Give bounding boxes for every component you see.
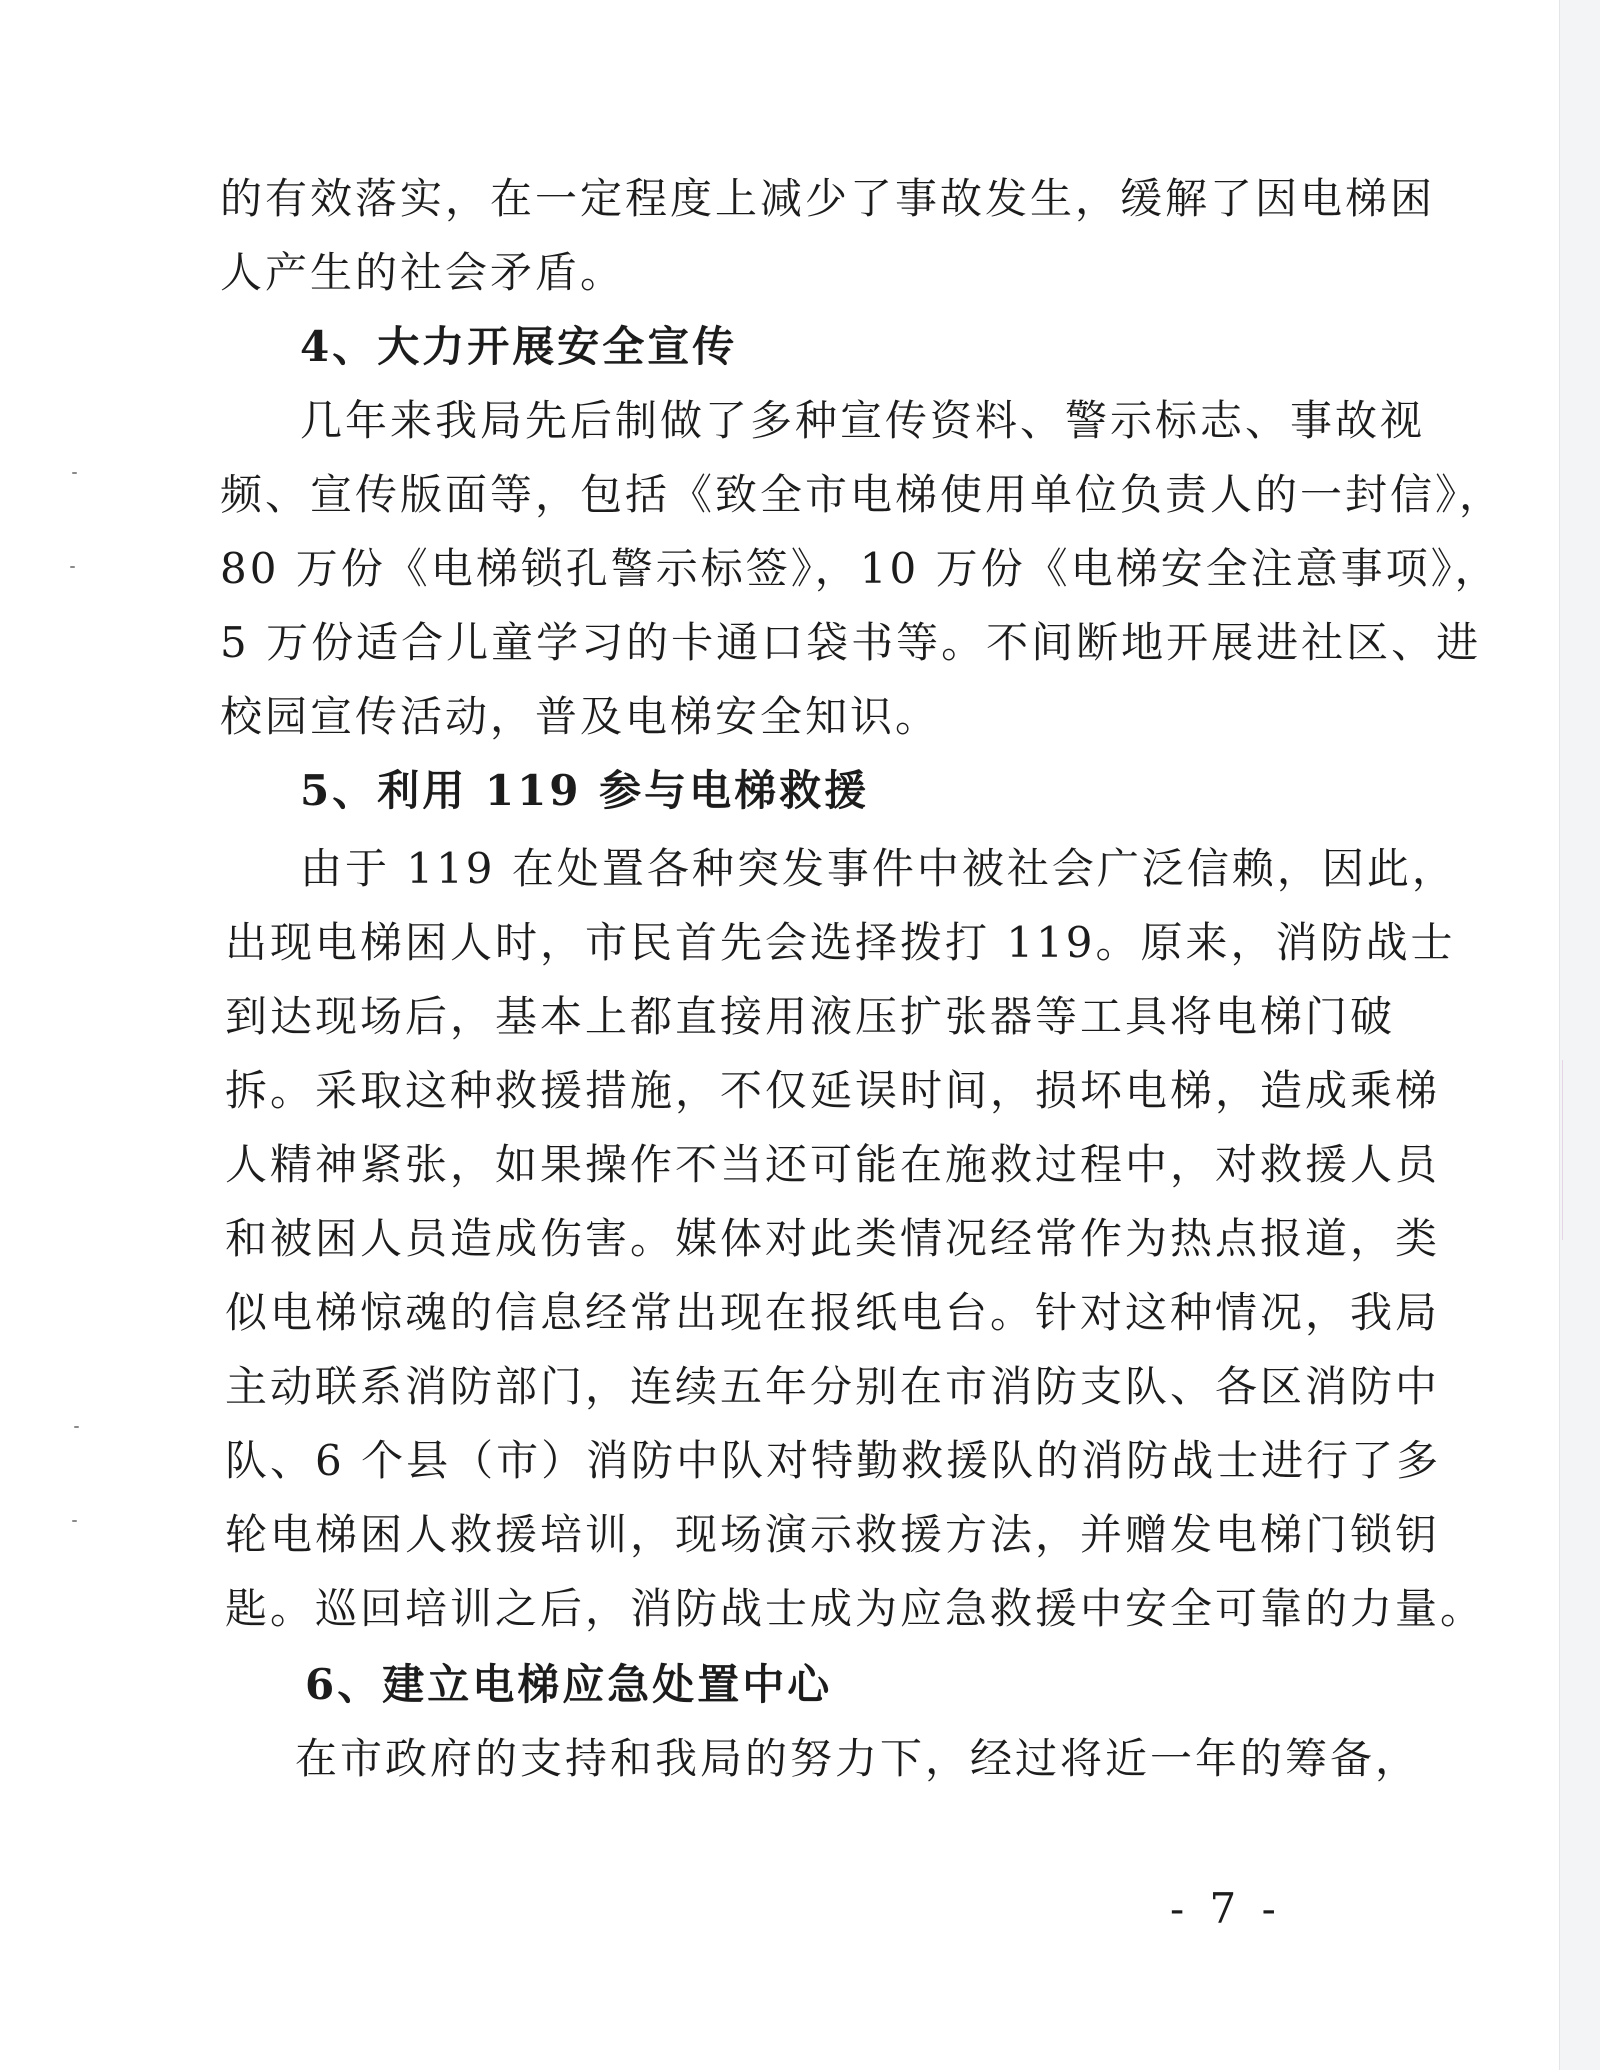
- paragraph-line: 似电梯惊魂的信息经常出现在报纸电台。针对这种情况，我局: [225, 1288, 1441, 1337]
- paragraph-line: 校园宣传活动，普及电梯安全知识。: [220, 692, 941, 741]
- scan-speck: [70, 566, 75, 568]
- scan-edge-strip: [1559, 0, 1600, 2070]
- paragraph-line: 80 万份《电梯锁孔警示标签》，10 万份《电梯安全注意事项》，: [220, 544, 1500, 593]
- section-heading: 4、大力开展安全宣传: [300, 322, 738, 371]
- scan-edge-mark: [1562, 1060, 1563, 1240]
- paragraph-line: 的有效落实，在一定程度上减少了事故发生，缓解了因电梯困: [220, 174, 1436, 223]
- section-heading: 5、利用 119 参与电梯救援: [300, 766, 870, 815]
- paragraph-line: 几年来我局先后制做了多种宣传资料、警示标志、事故视: [300, 396, 1426, 445]
- paragraph-line: 在市政府的支持和我局的努力下，经过将近一年的筹备，: [295, 1734, 1421, 1783]
- paragraph-line: 到达现场后，基本上都直接用液压扩张器等工具将电梯门破: [225, 992, 1396, 1041]
- paragraph-line: 由于 119 在处置各种突发事件中被社会广泛信赖，因此，: [300, 844, 1457, 893]
- paragraph-line: 匙。巡回培训之后，消防战士成为应急救援中安全可靠的力量。: [225, 1584, 1486, 1633]
- scan-speck: [74, 1426, 79, 1428]
- paragraph-line: 和被困人员造成伤害。媒体对此类情况经常作为热点报道，类: [225, 1214, 1441, 1263]
- paragraph-line: 出现电梯困人时，市民首先会选择拨打 119。原来，消防战士: [225, 918, 1456, 967]
- page-number: - 7 -: [1170, 1884, 1282, 1933]
- scan-speck: [72, 1520, 77, 1522]
- section-heading: 6、建立电梯应急处置中心: [305, 1660, 833, 1709]
- paragraph-line: 队、6 个县（市）消防中队对特勤救援队的消防战士进行了多: [225, 1436, 1442, 1485]
- paragraph-line: 人产生的社会矛盾。: [220, 248, 626, 297]
- paragraph-line: 5 万份适合儿童学习的卡通口袋书等。不间断地开展进社区、进: [220, 618, 1482, 667]
- paragraph-line: 频、宣传版面等，包括《致全市电梯使用单位负责人的一封信》，: [220, 470, 1505, 519]
- paragraph-line: 拆。采取这种救援措施，不仅延误时间，损坏电梯，造成乘梯: [225, 1066, 1441, 1115]
- scan-speck: [72, 472, 77, 474]
- paragraph-line: 主动联系消防部门，连续五年分别在市消防支队、各区消防中: [225, 1362, 1441, 1411]
- paragraph-line: 轮电梯困人救援培训，现场演示救援方法，并赠发电梯门锁钥: [225, 1510, 1441, 1559]
- paragraph-line: 人精神紧张，如果操作不当还可能在施救过程中，对救援人员: [225, 1140, 1441, 1189]
